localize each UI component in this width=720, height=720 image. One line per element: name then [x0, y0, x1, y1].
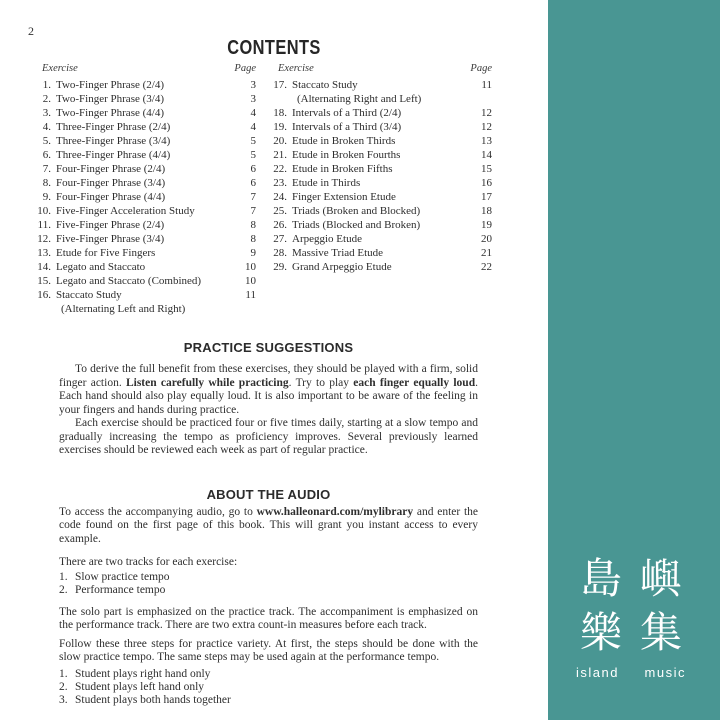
table-row: [272, 148, 492, 162]
logo-character: 嶼: [639, 554, 682, 603]
logo-character: 集: [639, 608, 682, 657]
toc-item-page: 13: [481, 135, 492, 147]
toc-item-title: Massive Triad Etude: [292, 247, 384, 259]
logo-characters: [576, 556, 686, 656]
toc-item-number: 27.: [273, 233, 287, 245]
audio-paragraph-3: Follow these three steps for practice variety. At first, the steps should be done with the slow practice tempo. The same steps may be used again at the performance tempo.: [59, 637, 478, 664]
toc-item-number: 19.: [273, 121, 287, 133]
toc-item-page: 14: [481, 149, 492, 161]
toc-item-number: 25.: [273, 205, 287, 217]
toc-item-number: 17.: [273, 79, 287, 91]
table-row: [272, 204, 492, 218]
page-number: 2: [28, 24, 34, 38]
contents-title: CONTENTS: [227, 37, 321, 59]
dot-leader: [421, 218, 480, 232]
toc-item-number: 8.: [42, 177, 51, 189]
toc-item-page: 11: [245, 289, 256, 301]
toc-item-page: 20: [481, 233, 492, 245]
toc-item-page: 9: [250, 247, 256, 259]
toc-item-title: Four-Finger Phrase (2/4): [56, 163, 166, 175]
toc-column-left: [36, 63, 256, 316]
toc-item-title: Etude in Broken Fourths: [292, 149, 401, 161]
list-item-number: 1.: [59, 570, 68, 583]
toc-item-page: 21: [481, 247, 492, 259]
toc-item-page: 5: [250, 135, 256, 147]
toc-item-page: 17: [481, 191, 492, 203]
practice-steps-list: [59, 668, 478, 708]
toc-item-note: (Alternating Left and Right): [61, 303, 186, 315]
toc-item-page: 8: [250, 219, 256, 231]
toc-item-number: 10.: [37, 205, 51, 217]
toc-item-title: Grand Arpeggio Etude: [292, 261, 392, 273]
dot-leader: [156, 246, 249, 260]
table-row: [272, 176, 492, 190]
table-row: [36, 190, 256, 204]
table-row: [272, 78, 492, 92]
text-segment: . Try to play: [288, 376, 354, 389]
toc-item-number: 15.: [37, 275, 51, 287]
toc-item-title: Two-Finger Phrase (2/4): [56, 79, 164, 91]
toc-item-title: Legato and Staccato (Combined): [56, 275, 202, 287]
toc-item-title: Triads (Broken and Blocked): [292, 205, 421, 217]
list-item-number: 3.: [59, 694, 68, 707]
bold-text-segment: each finger equally loud: [353, 376, 476, 389]
practice-paragraph-2: Each exercise should be practiced four or five times daily, starting at a slow tempo and gradually increasing the tempo as proficiency improves. Several previously learned exercises should be reviewed each week as part of regular practice.: [59, 417, 478, 456]
toc-item-number: 18.: [273, 107, 287, 119]
toc-item-title: Legato and Staccato: [56, 261, 146, 273]
toc-item-number: 11.: [37, 219, 51, 231]
table-row: [36, 274, 256, 288]
audio-library-url: www.halleonard.com/mylibrary: [256, 505, 414, 518]
exercise-header: Exercise: [42, 63, 78, 74]
toc-column-header: [272, 63, 492, 74]
table-row: [272, 260, 492, 274]
list-item-text: Student plays both hands together: [75, 694, 231, 707]
dot-leader: [196, 204, 250, 218]
dot-leader: [393, 260, 480, 274]
table-row: [36, 78, 256, 92]
table-row: [36, 288, 256, 302]
exercise-header: Exercise: [278, 63, 314, 74]
dot-leader: [397, 190, 480, 204]
list-item: [59, 681, 478, 694]
list-item-number: 1.: [59, 667, 68, 680]
table-row: [36, 106, 256, 120]
body-text: [59, 340, 478, 708]
dot-leader: [171, 120, 249, 134]
toc-item-page: 8: [250, 233, 256, 245]
toc-item-title: Intervals of a Third (2/4): [292, 107, 402, 119]
dot-leader: [166, 190, 249, 204]
toc-item-title: Intervals of a Third (3/4): [292, 121, 402, 133]
toc-item-page: 3: [250, 79, 256, 91]
toc-item-title: Etude for Five Fingers: [56, 247, 156, 259]
dot-leader: [171, 134, 249, 148]
table-row: [36, 92, 256, 106]
toc-item-page: 12: [481, 121, 492, 133]
toc-item-number: 13.: [37, 247, 51, 259]
toc-column-header: [36, 63, 256, 74]
toc-item-number: 3.: [42, 107, 51, 119]
table-row: [36, 232, 256, 246]
text-segment: To access the accompanying audio, go to: [59, 505, 257, 518]
toc-item-title: Four-Finger Phrase (3/4): [56, 177, 166, 189]
tracks-list: [59, 571, 478, 597]
dot-leader: [165, 232, 249, 246]
table-row: [36, 260, 256, 274]
toc-item-title: Staccato Study: [292, 79, 358, 91]
dot-leader: [394, 162, 480, 176]
island-music-logo: [576, 556, 686, 680]
toc-item-number: 22.: [273, 163, 287, 175]
toc-item-page: 16: [481, 177, 492, 189]
dot-leader: [361, 176, 480, 190]
dot-leader: [165, 218, 249, 232]
audio-paragraph-2: The solo part is emphasized on the practice track. The accompaniment is emphasized on the performance track. There are two extra count-in measures before each track.: [59, 605, 478, 632]
dot-leader: [363, 232, 480, 246]
table-row: [36, 120, 256, 134]
toc-item-page: 18: [481, 205, 492, 217]
toc-item-page: 4: [250, 121, 256, 133]
toc-item-page: 22: [481, 261, 492, 273]
tracks-intro: There are two tracks for each exercise:: [59, 556, 238, 568]
toc-item-number: 6.: [42, 149, 51, 161]
toc-item-page: 4: [250, 107, 256, 119]
table-row: [272, 246, 492, 260]
table-row: [36, 162, 256, 176]
table-row: [272, 162, 492, 176]
toc-column-right: [272, 63, 492, 274]
toc-item-title: Three-Finger Phrase (2/4): [56, 121, 171, 133]
toc-list-right: [272, 78, 492, 274]
logo-wordmark: [576, 665, 686, 680]
dot-leader: [402, 120, 480, 134]
table-row: [36, 176, 256, 190]
toc-item-number: 12.: [37, 233, 51, 245]
brand-sidebar: [548, 0, 720, 720]
toc-item-title: Two-Finger Phrase (3/4): [56, 93, 164, 105]
list-item-text: Slow practice tempo: [75, 570, 170, 583]
list-item-number: 2.: [59, 681, 68, 694]
toc-item-page: 11: [481, 79, 492, 91]
toc-item-page: 7: [250, 205, 256, 217]
dot-leader: [166, 176, 249, 190]
toc-item-number: 20.: [273, 135, 287, 147]
audio-paragraph-1: [59, 506, 478, 547]
table-row: [272, 134, 492, 148]
wordmark-music: music: [644, 665, 686, 680]
dot-leader: [166, 162, 249, 176]
toc-item-page: 7: [250, 191, 256, 203]
text-segment: . Each hand should also play equally loud. It is also important to be aware of the feeling in your fingers and hands during practice.: [59, 376, 478, 416]
table-row: [272, 190, 492, 204]
dot-leader: [165, 106, 250, 120]
toc-item-number: 16.: [37, 289, 51, 301]
toc-item-number: 1.: [42, 79, 51, 91]
toc-item-title: Five-Finger Phrase (3/4): [56, 233, 165, 245]
table-row: [36, 148, 256, 162]
wordmark-island: island: [576, 665, 619, 680]
dot-leader: [359, 78, 481, 92]
dot-leader: [165, 92, 250, 106]
toc-item-title: Finger Extension Etude: [292, 191, 396, 203]
toc-item-page: 6: [250, 177, 256, 189]
table-row: [272, 120, 492, 134]
list-item: [59, 571, 478, 584]
table-row: [272, 106, 492, 120]
dot-leader: [421, 204, 480, 218]
toc-item-title: Five-Finger Phrase (2/4): [56, 219, 165, 231]
toc-item-page: 3: [250, 93, 256, 105]
table-row: [272, 232, 492, 246]
toc-item-page: 6: [250, 163, 256, 175]
toc-item-number: 14.: [37, 261, 51, 273]
table-row: [272, 218, 492, 232]
toc-item-title: Staccato Study: [56, 289, 122, 301]
toc-item-number: 29.: [273, 261, 287, 273]
toc-item-title: Etude in Thirds: [292, 177, 361, 189]
toc-item-title: Four-Finger Phrase (4/4): [56, 191, 166, 203]
toc-item-page: 5: [250, 149, 256, 161]
toc-item-title: Etude in Broken Thirds: [292, 135, 396, 147]
logo-character: 島: [579, 554, 622, 603]
table-row: [36, 204, 256, 218]
table-row: [36, 218, 256, 232]
toc-item-title: Three-Finger Phrase (4/4): [56, 149, 171, 161]
toc-item-title: Five-Finger Acceleration Study: [56, 205, 195, 217]
list-item-text: Performance tempo: [75, 583, 166, 596]
dot-leader: [396, 134, 480, 148]
toc-item-number: 23.: [273, 177, 287, 189]
dot-leader: [146, 260, 244, 274]
toc-item-title: Two-Finger Phrase (4/4): [56, 107, 164, 119]
toc-item-page: 10: [245, 275, 256, 287]
text-segment: and enter the code found on the first page of this book. This will grant you instant access to every example.: [59, 505, 478, 545]
toc-item-page: 19: [481, 219, 492, 231]
bold-text-segment: Listen carefully while practicing: [125, 376, 289, 389]
dot-leader: [402, 106, 480, 120]
dot-leader: [171, 148, 249, 162]
list-item-number: 2.: [59, 583, 68, 596]
toc-item-number: 24.: [273, 191, 287, 203]
toc-list-left: [36, 78, 256, 316]
logo-character: 樂: [579, 608, 622, 657]
toc-item-number: 26.: [273, 219, 287, 231]
page-header: Page: [234, 63, 256, 74]
toc-item-number: 9.: [42, 191, 51, 203]
list-item: [59, 584, 478, 597]
toc-item-page: 12: [481, 107, 492, 119]
table-row: [36, 246, 256, 260]
toc-item-number: 21.: [273, 149, 287, 161]
text-segment: To derive the full benefit from these exercises, they should be played with a firm, solid finger action.: [59, 363, 478, 389]
dot-leader: [384, 246, 480, 260]
dot-leader: [165, 78, 250, 92]
toc-item-number: 28.: [273, 247, 287, 259]
list-item: [59, 694, 478, 707]
toc-item-number: 5.: [42, 135, 51, 147]
toc-item-number: 7.: [42, 163, 51, 175]
table-row: [36, 134, 256, 148]
dot-leader: [123, 288, 245, 302]
toc-item-note: (Alternating Right and Left): [297, 93, 422, 105]
toc-item-title: Triads (Blocked and Broken): [292, 219, 421, 231]
page-header: Page: [470, 63, 492, 74]
list-item-text: Student plays right hand only: [75, 667, 211, 680]
list-item-text: Student plays left hand only: [75, 681, 205, 694]
dot-leader: [202, 274, 244, 288]
toc-item-page: 10: [245, 261, 256, 273]
toc-item-number: 2.: [42, 93, 51, 105]
toc-item-number: 4.: [42, 121, 51, 133]
dot-leader: [401, 148, 480, 162]
list-item: [59, 668, 478, 681]
practice-paragraph-1: [59, 363, 478, 417]
toc-item-title: Arpeggio Etude: [292, 233, 362, 245]
toc-item-title: Three-Finger Phrase (3/4): [56, 135, 171, 147]
toc-item-page: 15: [481, 163, 492, 175]
about-the-audio-heading: ABOUT THE AUDIO: [206, 486, 331, 502]
toc-item-title: Etude in Broken Fifths: [292, 163, 393, 175]
practice-suggestions-heading: PRACTICE SUGGESTIONS: [183, 340, 354, 355]
